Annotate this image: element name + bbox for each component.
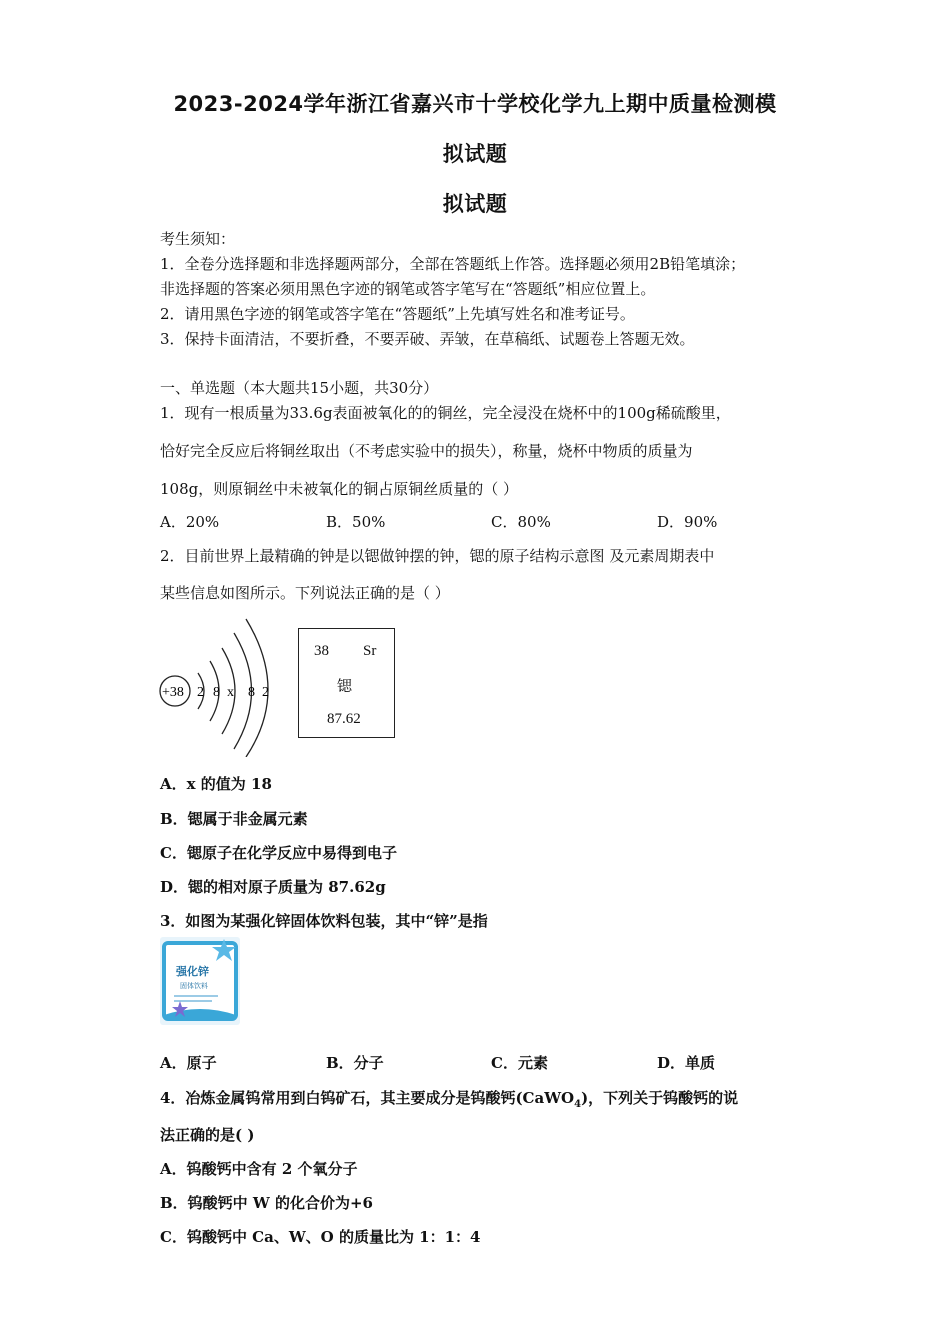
q4-line-1 <box>160 1087 738 1110</box>
q4-line-1-text: 4．冶炼金属钨常用到白钨矿石，其主要成分是钨酸钙(CaWO <box>160 1089 575 1107</box>
exam-title-line-1: 2023-2024学年浙江省嘉兴市十学校化学九上期中质量检测模 <box>173 92 777 116</box>
shell-3-electrons: x <box>227 685 234 700</box>
q4-line-1-tail: )，下列关于钨酸钙的说 <box>581 1089 739 1107</box>
atomic-number: 38 <box>314 643 329 659</box>
q4-option-a: A．钨酸钙中含有 2 个氧分子 <box>160 1160 358 1178</box>
atomic-mass: 87.62 <box>327 711 361 727</box>
shell-5-electrons: 2 <box>262 685 269 700</box>
exam-title-line-2: 拟试题 <box>442 142 508 166</box>
element-name: 锶 <box>337 677 353 695</box>
package-name: 强化锌 <box>176 965 209 978</box>
shell-2-electrons: 8 <box>213 685 220 700</box>
q1-option-b: B．50% <box>326 513 386 531</box>
notice-heading: 考生须知： <box>160 230 236 248</box>
notice-item-3: 3．保持卡面清洁，不要折叠，不要弄破、弄皱，在草稿纸、试题卷上答题无效。 <box>160 330 695 348</box>
q2-option-b: B．锶属于非金属元素 <box>160 810 308 828</box>
q1-line-3: 108g，则原铜丝中未被氧化的铜占原铜丝质量的（ ） <box>160 480 519 498</box>
periodic-table-tile <box>298 628 395 738</box>
q3-line-1: 3．如图为某强化锌固体饮料包装，其中“锌”是指 <box>160 912 488 930</box>
q3-option-a: A．原子 <box>160 1054 217 1072</box>
q1-option-d: D．90% <box>657 513 718 531</box>
element-symbol: Sr <box>363 643 377 659</box>
q2-option-a: A．x 的值为 18 <box>160 775 272 793</box>
nucleus-charge: +38 <box>162 685 184 700</box>
q4-option-b: B．钨酸钙中 W 的化合价为+6 <box>160 1194 373 1212</box>
q2-option-c: C．锶原子在化学反应中易得到电子 <box>160 844 397 862</box>
atom-structure-diagram <box>155 615 280 757</box>
notice-item-1: 1．全卷分选择题和非选择题两部分，全部在答题纸上作答。选择题必须用2B铅笔填涂； <box>160 255 746 273</box>
package-illustration <box>160 937 240 1025</box>
section-heading: 一、单选题（本大题共15小题，共30分） <box>160 379 439 397</box>
package-subtitle: 固体饮料 <box>180 982 208 990</box>
q1-option-c: C．80% <box>491 513 551 531</box>
q2-line-2: 某些信息如图所示。下列说法正确的是（ ） <box>160 584 450 602</box>
notice-item-2: 2．请用黑色字迹的钢笔或答字笔在“答题纸”上先填写姓名和准考证号。 <box>160 305 635 323</box>
package-text-line <box>174 995 218 997</box>
q2-line-1: 2．目前世界上最精确的钟是以锶做钟摆的钟，锶的原子结构示意图 及元素周期表中 <box>160 547 715 565</box>
zinc-drink-package-image <box>160 937 240 1025</box>
q2-option-d: D．锶的相对原子质量为 87.62g <box>160 878 386 896</box>
q4-formula-subscript: 4 <box>574 1099 582 1110</box>
notice-item-1-cont: 非选择题的答案必须用黑色字迹的钢笔或答字笔写在“答题纸”相应位置上。 <box>160 280 656 298</box>
q4-option-c: C．钨酸钙中 Ca、W、O 的质量比为 1：1：4 <box>160 1228 481 1246</box>
q1-line-2: 恰好完全反应后将铜丝取出（不考虑实验中的损失），称量，烧杯中物质的质量为 <box>160 442 693 460</box>
q1-option-a: A．20% <box>160 513 220 531</box>
package-text-line <box>174 1000 212 1002</box>
q1-line-1: 1．现有一根质量为33.6g表面被氧化的的铜丝，完全浸没在烧杯中的100g稀硫酸里， <box>160 404 731 422</box>
q3-option-d: D．单质 <box>657 1054 716 1072</box>
q3-option-b: B．分子 <box>326 1054 384 1072</box>
shell-4-electrons: 8 <box>248 685 255 700</box>
q3-option-c: C．元素 <box>491 1054 548 1072</box>
q4-line-2: 法正确的是( ) <box>160 1126 255 1144</box>
exam-title-line-3: 拟试题 <box>442 192 508 216</box>
shell-1-electrons: 2 <box>197 685 204 700</box>
